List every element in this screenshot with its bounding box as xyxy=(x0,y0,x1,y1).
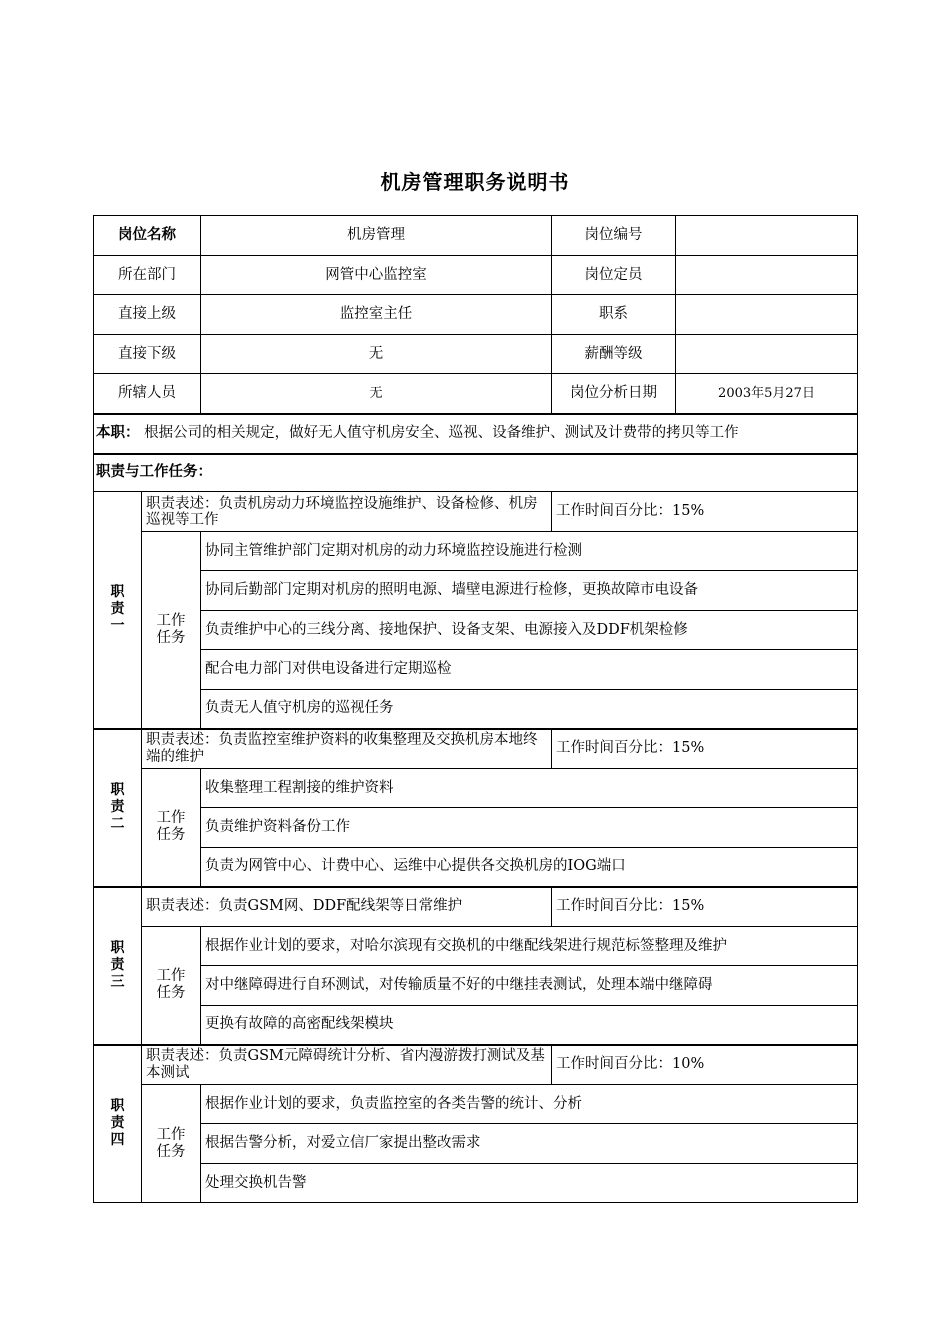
duties-header-row xyxy=(94,454,858,492)
duty-2-percentage: 工作时间百分比：15% xyxy=(552,729,858,769)
label-headcount: 岗位定员 xyxy=(552,256,676,295)
duty-3-task: 对中继障碍进行自环测试，对传输质量不好的中继挂表测试，处理本端中继障碍 xyxy=(201,966,858,1006)
duty-1-task-label: 工作 任务 xyxy=(142,532,201,729)
label-staff: 所辖人员 xyxy=(94,374,201,414)
document-title: 机房管理职务说明书 xyxy=(380,170,570,194)
duty-4-label: 职 责 四 xyxy=(94,1045,142,1203)
duty-4-task-row xyxy=(94,1085,858,1124)
duty-4-task-label: 工作 任务 xyxy=(142,1085,201,1203)
duty-1-task-row xyxy=(94,650,858,690)
value-position-id xyxy=(676,216,858,256)
duty-3-percentage: 工作时间百分比：15% xyxy=(552,887,858,927)
main-duty-row xyxy=(94,414,858,454)
duty-1-desc-row xyxy=(94,492,858,532)
duty-3-label: 职 责 三 xyxy=(94,887,142,1045)
info-row-position xyxy=(94,216,858,256)
duty-1-task-row xyxy=(94,611,858,650)
duty-1-task-row xyxy=(94,532,858,571)
duty-2-task-row xyxy=(94,848,858,887)
duty-3-desc-row xyxy=(94,887,858,927)
label-department: 所在部门 xyxy=(94,256,201,295)
value-job-family xyxy=(676,295,858,335)
value-staff: 无 xyxy=(201,374,552,414)
duty-3-task-label: 工作 任务 xyxy=(142,927,201,1045)
duty-2-label: 职 责 二 xyxy=(94,729,142,887)
duty-1-task: 负责无人值守机房的巡视任务 xyxy=(201,690,858,729)
duty-1-description: 职责表述：负责机房动力环境监控设施维护、设备检修、机房巡视等工作 xyxy=(142,492,552,532)
label-position-id: 岗位编号 xyxy=(552,216,676,256)
duty-1-percentage: 工作时间百分比：15% xyxy=(552,492,858,532)
duty-1-task: 负责维护中心的三线分离、接地保护、设备支架、电源接入及DDF机架检修 xyxy=(201,611,858,650)
info-row-subordinate xyxy=(94,335,858,374)
info-row-staff xyxy=(94,374,858,414)
duty-2-task-row xyxy=(94,808,858,848)
duty-2-description: 职责表述：负责监控室维护资料的收集整理及交换机房本地终端的维护 xyxy=(142,729,552,769)
duty-4-task: 处理交换机告警 xyxy=(201,1164,858,1203)
duty-4-task: 根据作业计划的要求，负责监控室的各类告警的统计、分析 xyxy=(201,1085,858,1124)
duty-4-task-row xyxy=(94,1164,858,1203)
info-row-superior xyxy=(94,295,858,335)
duty-1-task: 配合电力部门对供电设备进行定期巡检 xyxy=(201,650,858,690)
info-row-department xyxy=(94,256,858,295)
duty-4-desc-row xyxy=(94,1045,858,1085)
label-position-name: 岗位名称 xyxy=(94,216,201,256)
duty-1-task: 协同主管维护部门定期对机房的动力环境监控设施进行检测 xyxy=(201,532,858,571)
label-analysis-date: 岗位分析日期 xyxy=(552,374,676,414)
label-job-family: 职系 xyxy=(552,295,676,335)
duty-2-task: 负责为网管中心、计费中心、运维中心提供各交换机房的IOG端口 xyxy=(201,848,858,887)
duty-1-label: 职 责 一 xyxy=(94,492,142,729)
label-direct-superior: 直接上级 xyxy=(94,295,201,335)
duty-3-task-row xyxy=(94,1006,858,1045)
duty-3-task: 根据作业计划的要求，对哈尔滨现有交换机的中继配线架进行规范标签整理及维护 xyxy=(201,927,858,966)
value-department: 网管中心监控室 xyxy=(201,256,552,295)
main-duty-label: 本职： xyxy=(96,425,140,441)
main-duty xyxy=(94,414,858,454)
duty-4-task: 根据告警分析，对爱立信厂家提出整改需求 xyxy=(201,1124,858,1164)
duty-3-task: 更换有故障的高密配线架模块 xyxy=(201,1006,858,1045)
value-position-name: 机房管理 xyxy=(201,216,552,256)
duty-2-task: 收集整理工程割接的维护资料 xyxy=(201,769,858,808)
duty-1-task-row xyxy=(94,571,858,611)
duty-4-description: 职责表述：负责GSM元障碍统计分析、省内漫游拨打测试及基本测试 xyxy=(142,1045,552,1085)
duty-1-task-row xyxy=(94,690,858,729)
duty-2-desc-row xyxy=(94,729,858,769)
duty-3-task-row xyxy=(94,927,858,966)
value-headcount xyxy=(676,256,858,295)
duty-3-task-row xyxy=(94,966,858,1006)
duty-4-task-row xyxy=(94,1124,858,1164)
job-description-table xyxy=(93,215,858,1203)
value-direct-superior: 监控室主任 xyxy=(201,295,552,335)
label-direct-subordinate: 直接下级 xyxy=(94,335,201,374)
value-pay-grade xyxy=(676,335,858,374)
main-duty-text: 根据公司的相关规定，做好无人值守机房安全、巡视、设备维护、测试及计费带的拷贝等工作 xyxy=(144,425,739,441)
duty-3-description: 职责表述：负责GSM网、DDF配线架等日常维护 xyxy=(142,887,552,927)
duty-1-task: 协同后勤部门定期对机房的照明电源、墙壁电源进行检修，更换故障市电设备 xyxy=(201,571,858,611)
duty-2-task-label: 工作 任务 xyxy=(142,769,201,887)
label-pay-grade: 薪酬等级 xyxy=(552,335,676,374)
duty-4-percentage: 工作时间百分比：10% xyxy=(552,1045,858,1085)
value-direct-subordinate: 无 xyxy=(201,335,552,374)
value-analysis-date: 2003年5月27日 xyxy=(676,374,858,414)
duty-2-task: 负责维护资料备份工作 xyxy=(201,808,858,848)
duties-header: 职责与工作任务： xyxy=(94,454,858,492)
duty-2-task-row xyxy=(94,769,858,808)
